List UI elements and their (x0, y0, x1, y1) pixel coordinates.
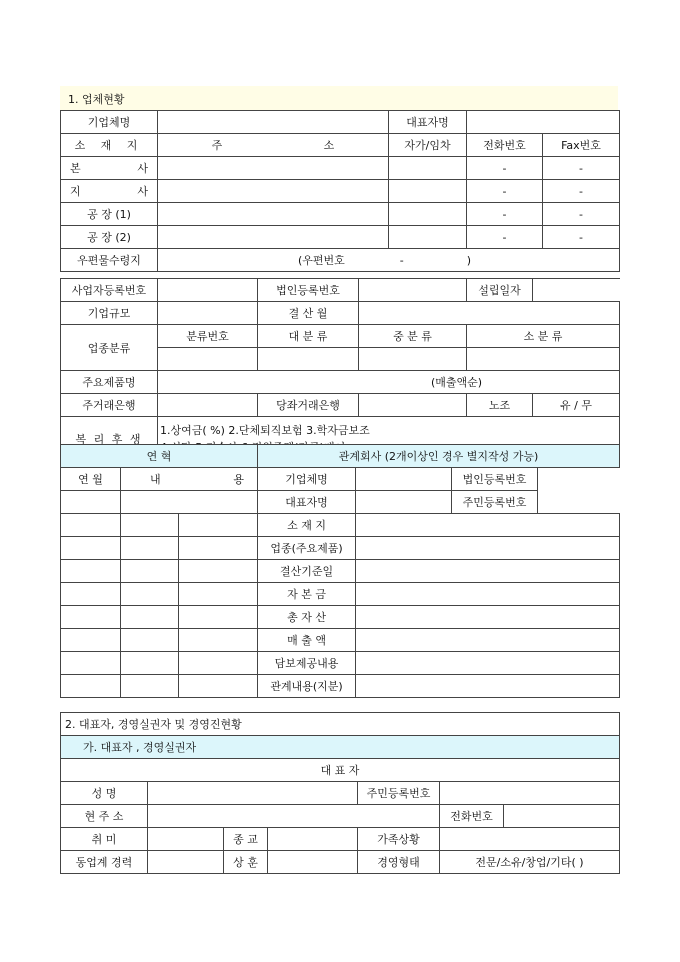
history-year[interactable] (61, 560, 121, 583)
our-bank-value[interactable] (359, 394, 467, 417)
company-info-table (60, 110, 620, 272)
history-year[interactable] (61, 652, 121, 675)
label-resident-no: 주민등록번호 (358, 782, 440, 805)
branch-phone[interactable]: - (467, 180, 543, 203)
label-family: 가족상황 (358, 828, 440, 851)
label-mgmt-type: 경영형태 (358, 851, 440, 874)
history-year[interactable] (61, 583, 121, 606)
hobby-value[interactable] (148, 828, 224, 851)
aff-total-assets-value[interactable] (356, 606, 620, 629)
label-settlement-month: 결 산 월 (258, 302, 359, 325)
label-award: 상 훈 (224, 851, 268, 874)
label-main-bank: 주거래은행 (61, 394, 158, 417)
label-class-no: 분류번호 (158, 325, 258, 348)
label-phone: 전화번호 (467, 134, 543, 157)
label-address: 현 주 소 (61, 805, 148, 828)
main-products-value[interactable] (158, 371, 620, 394)
label-aff-corp-reg: 법인등록번호 (452, 468, 538, 491)
history-year[interactable] (61, 491, 121, 514)
company-name-value[interactable] (158, 111, 389, 134)
mgmt-type-options[interactable]: 전문/소유/창업/기타( ) (440, 851, 620, 874)
label-major-class: 대 분 류 (258, 325, 359, 348)
label-mid-class: 중 분 류 (359, 325, 467, 348)
label-owned-rented: 자가/임차 (389, 134, 467, 157)
label-union: 노조 (467, 394, 533, 417)
history-affiliate-table (60, 444, 620, 698)
history-content[interactable] (121, 652, 179, 675)
branch-address[interactable] (158, 180, 389, 203)
label-aff-resident-no: 주민등록번호 (452, 491, 538, 514)
religion-value[interactable] (268, 828, 358, 851)
label-content: 내 용 (121, 468, 258, 491)
aff-corp-reg-value[interactable] (538, 468, 620, 491)
label-aff-location: 소 재 지 (258, 514, 356, 537)
history-content[interactable] (121, 560, 179, 583)
factory2-phone[interactable]: - (467, 226, 543, 249)
settlement-month-value[interactable] (359, 302, 620, 325)
label-religion: 종 교 (224, 828, 268, 851)
company-size-value[interactable] (158, 302, 258, 325)
history-content[interactable] (179, 606, 258, 629)
aff-relation-value[interactable] (356, 675, 620, 698)
label-career: 동업계 경력 (61, 851, 148, 874)
resident-no-value[interactable] (440, 782, 620, 805)
aff-capital-value[interactable] (356, 583, 620, 606)
name-value[interactable] (148, 782, 358, 805)
history-content[interactable] (179, 583, 258, 606)
company-detail-table (60, 278, 620, 462)
label-aff-capital: 자 본 금 (258, 583, 356, 606)
union-yn[interactable]: 유 / 무 (533, 394, 620, 417)
label-fax: Fax번호 (543, 134, 620, 157)
affiliate-title: 관계회사 (2개이상인 경우 별지작성 가능) (258, 445, 620, 468)
history-year[interactable] (61, 606, 121, 629)
label-aff-relation: 관계내용(지분) (258, 675, 356, 698)
label-location: 소 재 지 (61, 134, 158, 157)
hq-fax[interactable]: - (543, 157, 620, 180)
label-aff-total-assets: 총 자 산 (258, 606, 356, 629)
label-corp-reg-no: 법인등록번호 (258, 279, 359, 302)
aff-sales-value[interactable] (356, 629, 620, 652)
label-company-name: 기업체명 (61, 111, 158, 134)
label-main-products: 주요제품명 (61, 371, 158, 394)
section2-subtitle: 가. 대표자 , 경영실권자 (61, 736, 620, 759)
factory1-phone[interactable]: - (467, 203, 543, 226)
history-content[interactable] (179, 514, 258, 537)
label-company-size: 기업규모 (61, 302, 158, 325)
mail-place-value[interactable]: (우편번호 - ) (158, 249, 620, 272)
welfare-line1: 1.상여금( %) 2.단체퇴직보험 3.학자금보조 (160, 424, 370, 437)
factory2-address[interactable] (158, 226, 389, 249)
label-address: 주 소 (158, 134, 389, 157)
aff-settle-date-value[interactable] (356, 560, 620, 583)
history-content[interactable] (121, 537, 179, 560)
aff-company-value[interactable] (356, 468, 452, 491)
factory2-fax[interactable]: - (543, 226, 620, 249)
corp-reg-no-value[interactable] (359, 279, 467, 302)
history-content[interactable] (179, 675, 258, 698)
label-industry: 업종분류 (61, 325, 158, 371)
label-phone2: 전화번호 (440, 805, 504, 828)
ceo-name-value[interactable] (467, 111, 620, 134)
branch-owned[interactable] (389, 180, 467, 203)
history-content[interactable] (121, 583, 179, 606)
section2-title: 2. 대표자, 경영실권자 및 경영진현황 (61, 713, 620, 736)
branch-fax[interactable]: - (543, 180, 620, 203)
label-est-date: 설립일자 (467, 279, 533, 302)
sales-order-note: (매출액순) (430, 376, 483, 389)
mid-class-value[interactable] (359, 348, 467, 371)
label-mail-place: 우편물수령지 (61, 249, 158, 272)
hq-phone[interactable]: - (467, 157, 543, 180)
label-year-month: 연 월 (61, 468, 121, 491)
history-year[interactable] (61, 537, 121, 560)
label-aff-ceo: 대표자명 (258, 491, 356, 514)
label-factory1: 공 장 (1) (61, 203, 158, 226)
aff-location-value[interactable] (356, 514, 620, 537)
management-table (60, 712, 620, 874)
label-name: 성 명 (61, 782, 148, 805)
history-title: 연 혁 (61, 445, 258, 468)
biz-reg-no-value[interactable] (158, 279, 258, 302)
label-aff-company: 기업체명 (258, 468, 356, 491)
factory1-fax[interactable]: - (543, 203, 620, 226)
welfare-line2: 4.식당 5.기숙사 6.직원주택(자금)대여 (160, 441, 346, 454)
label-hq: 본 사 (61, 157, 158, 180)
minor-class-value[interactable] (467, 348, 620, 371)
label-minor-class: 소 분 류 (467, 325, 620, 348)
factory1-address[interactable] (158, 203, 389, 226)
career-value[interactable] (148, 851, 224, 874)
factory2-owned[interactable] (389, 226, 467, 249)
history-content[interactable] (121, 629, 179, 652)
section1-header (60, 86, 618, 111)
phone-value[interactable] (504, 805, 620, 828)
aff-industry-value[interactable] (356, 537, 620, 560)
label-aff-settle-date: 결산기준일 (258, 560, 356, 583)
est-date-value[interactable] (533, 279, 620, 302)
history-content[interactable] (121, 491, 258, 514)
family-value[interactable] (440, 828, 620, 851)
history-year[interactable] (61, 629, 121, 652)
history-content[interactable] (179, 629, 258, 652)
label-aff-sales: 매 출 액 (258, 629, 356, 652)
section1-title: 1. 업체현황 (68, 93, 125, 106)
class-no-value[interactable] (158, 348, 258, 371)
main-bank-value[interactable] (158, 394, 258, 417)
award-value[interactable] (268, 851, 358, 874)
history-content[interactable] (179, 560, 258, 583)
hq-owned[interactable] (389, 157, 467, 180)
label-biz-reg-no: 사업자등록번호 (61, 279, 158, 302)
label-ceo-name: 대표자명 (389, 111, 467, 134)
label-aff-collateral: 담보제공내용 (258, 652, 356, 675)
history-content[interactable] (121, 675, 179, 698)
history-content[interactable] (121, 606, 179, 629)
major-class-value[interactable] (258, 348, 359, 371)
factory1-owned[interactable] (389, 203, 467, 226)
history-year[interactable] (61, 514, 121, 537)
history-content[interactable] (179, 652, 258, 675)
label-aff-industry: 업종(주요제품) (258, 537, 356, 560)
ceo-header: 대 표 자 (61, 759, 620, 782)
label-welfare: 복 리 후 생 (61, 417, 158, 462)
aff-resident-value[interactable] (538, 491, 620, 514)
hq-address[interactable] (158, 157, 389, 180)
label-our-bank: 당좌거래은행 (258, 394, 359, 417)
history-content[interactable] (121, 514, 179, 537)
history-content[interactable] (179, 537, 258, 560)
address-value[interactable] (148, 805, 440, 828)
aff-ceo-value[interactable] (356, 491, 452, 514)
label-hobby: 취 미 (61, 828, 148, 851)
label-factory2: 공 장 (2) (61, 226, 158, 249)
label-branch: 지 사 (61, 180, 158, 203)
history-year[interactable] (61, 675, 121, 698)
aff-collateral-value[interactable] (356, 652, 620, 675)
